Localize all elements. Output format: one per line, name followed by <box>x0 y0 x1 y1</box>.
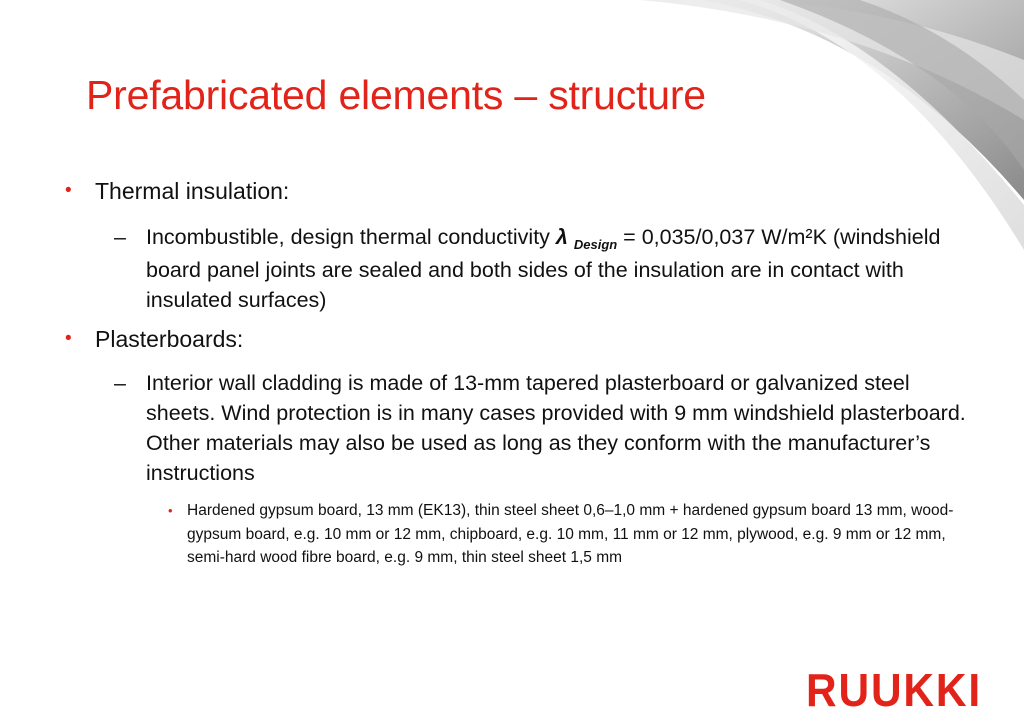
design-subscript: Design <box>573 237 618 252</box>
dash-icon: – <box>114 225 126 249</box>
bullet-dot-icon: • <box>168 503 173 518</box>
lambda-symbol: λ <box>555 225 568 249</box>
sub-bullet-text: Interior wall cladding is made of 13-mm tapered plasterboard or galvanized steel sheets. Wind protection is in many cases provided with 9 mm windshield plasterboard. Other materials may also be used as long as they conform with the manufacturer’s instructions <box>146 371 966 485</box>
bullet-label: Thermal insulation: <box>95 178 290 204</box>
sub-bullet-conductivity <box>114 222 976 315</box>
bullet-label: Plasterboards: <box>95 326 244 352</box>
dash-icon: – <box>114 371 126 395</box>
conductivity-text-before: Incombustible, design thermal conductivity <box>146 225 556 249</box>
bullet-plasterboards <box>65 324 244 354</box>
slide-title: Prefabricated elements – structure <box>86 72 706 118</box>
sub-sub-bullet-text: Hardened gypsum board, 13 mm (EK13), thin steel sheet 0,6–1,0 mm + hardened gypsum board 13 mm, wood-gypsum board, e.g. 10 mm or 12 mm, chipboard, e.g. 10 mm, 11 mm or 12 mm, plywood, e.g. 9 mm or 12 mm, semi-hard wood fibre board, e.g. 9 mm, thin steel sheet 1,5 mm <box>187 502 954 566</box>
sub-bullet-interior-cladding <box>114 368 976 488</box>
logo-text: RUUKKI <box>806 668 982 710</box>
bullet-thermal-insulation <box>65 176 290 206</box>
sub-sub-bullet-materials <box>168 499 967 570</box>
conductivity-text-after: = 0,035/0,037 W/m²K (windshield board panel joints are sealed and both sides of the insulation are in contact with insulated surfaces) <box>146 225 941 312</box>
bullet-dot-icon: • <box>65 328 72 349</box>
bullet-dot-icon: • <box>65 180 72 201</box>
ruukki-logo <box>806 668 982 710</box>
sub-bullet-text <box>146 222 976 315</box>
